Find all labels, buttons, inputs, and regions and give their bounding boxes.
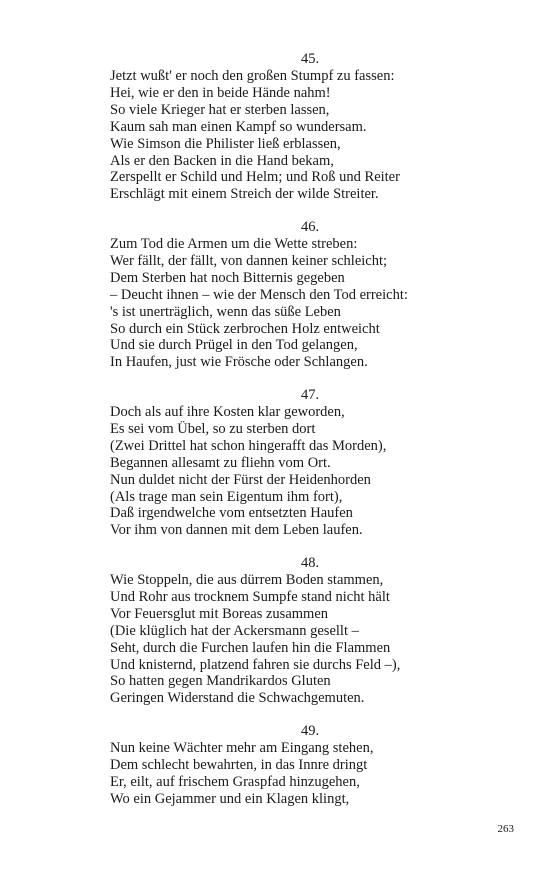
verse-line: Jetzt wußt' er noch den großen Stumpf zu fassen: [110,68,395,84]
verse-line: Wer fällt, der fällt, von dannen keiner schleicht; [110,252,388,269]
verse-line: Wie Simson die Philister ließ erblassen, [110,135,341,152]
stanza-45 [110,50,470,203]
verse-line: Als er den Backen in die Hand bekam, [110,152,334,169]
verse-line: So viele Krieger hat er sterben lassen, [110,101,330,118]
stanza-number: 45. [300,51,320,67]
verse-line: Zerspellt er Schild und Helm; und Roß und Reiter [110,169,400,186]
stanza-48 [110,554,470,707]
verse-line: Hei, wie er den in beide Hände nahm! [110,84,331,101]
verse-line: Dem Sterben hat noch Bitternis gegeben [110,269,345,286]
verse-line: Nun duldet nicht der Fürst der Heidenhorden [110,471,371,488]
verse-line: Erschlägt mit einem Streich der wilde Streiter. [110,186,379,203]
verse-line: Begannen allesamt zu fliehn vom Ort. [110,454,331,471]
page-number: 263 [497,823,514,835]
verse-line: Kaum sah man einen Kampf so wundersam. [110,118,367,135]
verse-line: Vor Feuersglut mit Boreas zusammen [110,605,329,622]
verse-line: Und Rohr aus trocknem Sumpfe stand nicht hält [110,588,390,605]
verse-line: 's ist unerträglich, wenn das süße Leben [110,303,341,320]
verse-line: Und sie durch Prügel in den Tod gelangen, [110,337,358,354]
verse-line: – Deucht ihnen – wie der Mensch den Tod erreicht: [110,286,408,303]
stanza-47 [110,386,470,539]
stanza-number: 46. [300,219,320,235]
stanza-number: 47. [300,387,320,403]
verse-line: Und knisternd, platzend fahren sie durchs Feld –), [110,656,401,673]
stanza-46 [110,218,470,371]
verse-line: Geringen Widerstand die Schwachgemuten. [110,690,365,707]
verse-line: Zum Tod die Armen um die Wette streben: [110,236,358,252]
verse-line: Wie Stoppeln, die aus dürrem Boden stammen, [110,572,384,588]
verse-line: Seht, durch die Furchen laufen hin die Flammen [110,639,391,656]
verse-line: Es sei vom Übel, so zu sterben dort [110,420,316,437]
verse-line: Vor ihm von dannen mit dem Leben laufen. [110,522,363,539]
verse-line: (Als trage man sein Eigentum ihm fort), [110,488,343,505]
verse-line: Er, eilt, auf frischem Graspfad hinzugehen, [110,773,360,790]
stanza-49 [110,722,470,808]
verse-line: Doch als auf ihre Kosten klar geworden, [110,404,345,420]
verse-line: Nun keine Wächter mehr am Eingang stehen, [110,740,374,756]
stanza-number: 49. [300,723,320,739]
verse-line: (Zwei Drittel hat schon hingerafft das Morden), [110,437,387,454]
verse-line: So durch ein Stück zerbrochen Holz entweicht [110,320,380,337]
verse-line: In Haufen, just wie Frösche oder Schlangen. [110,354,368,371]
verse-line: Dem schlecht bewahrten, in das Innre dringt [110,756,368,773]
verse-line: So hatten gegen Mandrikardos Gluten [110,673,331,690]
verse-line: (Die klüglich hat der Ackersmann gesellt – [110,622,359,639]
stanza-number: 48. [300,555,320,571]
verse-line: Wo ein Gejammer und ein Klagen klingt, [110,790,350,807]
verse-line: Daß irgendwelche vom entsetzten Haufen [110,505,353,522]
